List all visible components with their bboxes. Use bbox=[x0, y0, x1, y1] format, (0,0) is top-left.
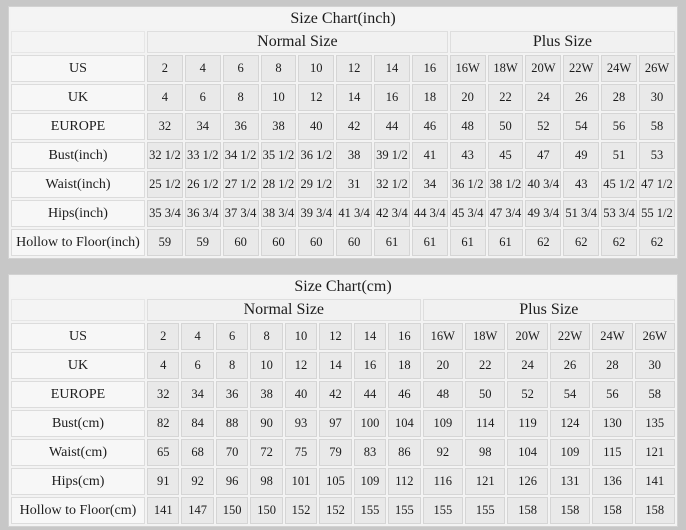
value-cell: 32 bbox=[147, 113, 183, 140]
value-cell: 22 bbox=[465, 352, 505, 379]
value-cell: 8 bbox=[216, 352, 248, 379]
value-cell: 36 1/2 bbox=[298, 142, 334, 169]
value-cell: 65 bbox=[147, 439, 179, 466]
value-cell: 60 bbox=[223, 229, 259, 256]
value-cell: 28 bbox=[592, 352, 632, 379]
value-cell: 92 bbox=[181, 468, 213, 495]
table-row bbox=[11, 352, 675, 379]
value-cell: 62 bbox=[601, 229, 637, 256]
value-cell: 40 3/4 bbox=[525, 171, 561, 198]
value-cell: 37 3/4 bbox=[223, 200, 259, 227]
size-chart-inch-table bbox=[8, 6, 678, 259]
value-cell: 26 bbox=[550, 352, 590, 379]
value-cell: 155 bbox=[423, 497, 463, 524]
value-cell: 62 bbox=[639, 229, 675, 256]
value-cell: 83 bbox=[354, 439, 386, 466]
value-cell: 48 bbox=[450, 113, 486, 140]
value-cell: 12 bbox=[319, 323, 351, 350]
value-cell: 60 bbox=[336, 229, 372, 256]
value-cell: 51 bbox=[601, 142, 637, 169]
value-cell: 10 bbox=[261, 84, 297, 111]
value-cell: 141 bbox=[635, 468, 675, 495]
value-cell: 136 bbox=[592, 468, 632, 495]
value-cell: 43 bbox=[450, 142, 486, 169]
value-cell: 8 bbox=[261, 55, 297, 82]
value-cell: 38 bbox=[261, 113, 297, 140]
normal-size-header: Normal Size bbox=[147, 31, 448, 53]
value-cell: 72 bbox=[250, 439, 282, 466]
value-cell: 6 bbox=[216, 323, 248, 350]
value-cell: 38 bbox=[250, 381, 282, 408]
value-cell: 38 3/4 bbox=[261, 200, 297, 227]
value-cell: 20W bbox=[525, 55, 561, 82]
value-cell: 34 bbox=[412, 171, 448, 198]
value-cell: 27 1/2 bbox=[223, 171, 259, 198]
value-cell: 61 bbox=[412, 229, 448, 256]
value-cell: 35 1/2 bbox=[261, 142, 297, 169]
value-cell: 10 bbox=[298, 55, 334, 82]
value-cell: 24W bbox=[592, 323, 632, 350]
value-cell: 28 bbox=[601, 84, 637, 111]
value-cell: 30 bbox=[635, 352, 675, 379]
value-cell: 51 3/4 bbox=[563, 200, 599, 227]
value-cell: 39 1/2 bbox=[374, 142, 410, 169]
value-cell: 124 bbox=[550, 410, 590, 437]
value-cell: 53 bbox=[639, 142, 675, 169]
value-cell: 114 bbox=[465, 410, 505, 437]
value-cell: 6 bbox=[181, 352, 213, 379]
value-cell: 40 bbox=[298, 113, 334, 140]
value-cell: 20 bbox=[450, 84, 486, 111]
value-cell: 158 bbox=[592, 497, 632, 524]
value-cell: 36 bbox=[216, 381, 248, 408]
value-cell: 32 bbox=[147, 381, 179, 408]
row-label: Hips(inch) bbox=[11, 200, 145, 227]
value-cell: 52 bbox=[507, 381, 547, 408]
value-cell: 16 bbox=[354, 352, 386, 379]
plus-size-header: Plus Size bbox=[450, 31, 675, 53]
value-cell: 115 bbox=[592, 439, 632, 466]
value-cell: 50 bbox=[488, 113, 524, 140]
value-cell: 116 bbox=[423, 468, 463, 495]
value-cell: 4 bbox=[147, 352, 179, 379]
value-cell: 16W bbox=[450, 55, 486, 82]
value-cell: 6 bbox=[223, 55, 259, 82]
value-cell: 38 bbox=[336, 142, 372, 169]
value-cell: 46 bbox=[412, 113, 448, 140]
value-cell: 18W bbox=[488, 55, 524, 82]
value-cell: 158 bbox=[507, 497, 547, 524]
value-cell: 152 bbox=[285, 497, 317, 524]
table-row bbox=[11, 142, 675, 169]
value-cell: 16 bbox=[388, 323, 420, 350]
value-cell: 98 bbox=[250, 468, 282, 495]
value-cell: 53 3/4 bbox=[601, 200, 637, 227]
value-cell: 90 bbox=[250, 410, 282, 437]
value-cell: 26W bbox=[639, 55, 675, 82]
value-cell: 26 bbox=[563, 84, 599, 111]
value-cell: 8 bbox=[250, 323, 282, 350]
value-cell: 20W bbox=[507, 323, 547, 350]
group-header-row bbox=[11, 31, 675, 53]
value-cell: 121 bbox=[465, 468, 505, 495]
normal-size-header: Normal Size bbox=[147, 299, 421, 321]
value-cell: 36 bbox=[223, 113, 259, 140]
value-cell: 97 bbox=[319, 410, 351, 437]
value-cell: 59 bbox=[185, 229, 221, 256]
value-cell: 4 bbox=[185, 55, 221, 82]
value-cell: 12 bbox=[285, 352, 317, 379]
value-cell: 98 bbox=[465, 439, 505, 466]
value-cell: 130 bbox=[592, 410, 632, 437]
value-cell: 59 bbox=[147, 229, 183, 256]
row-label: Waist(cm) bbox=[11, 439, 145, 466]
row-label: Bust(inch) bbox=[11, 142, 145, 169]
row-label: Hollow to Floor(cm) bbox=[11, 497, 145, 524]
table-row bbox=[11, 468, 675, 495]
value-cell: 18 bbox=[412, 84, 448, 111]
title-row bbox=[11, 9, 675, 29]
value-cell: 12 bbox=[336, 55, 372, 82]
row-label: UK bbox=[11, 84, 145, 111]
value-cell: 14 bbox=[336, 84, 372, 111]
row-label: EUROPE bbox=[11, 113, 145, 140]
value-cell: 29 1/2 bbox=[298, 171, 334, 198]
table-title-inch: Size Chart(inch) bbox=[11, 9, 675, 29]
value-cell: 33 1/2 bbox=[185, 142, 221, 169]
value-cell: 36 1/2 bbox=[450, 171, 486, 198]
value-cell: 135 bbox=[635, 410, 675, 437]
value-cell: 100 bbox=[354, 410, 386, 437]
value-cell: 54 bbox=[563, 113, 599, 140]
value-cell: 82 bbox=[147, 410, 179, 437]
value-cell: 26W bbox=[635, 323, 675, 350]
row-label: UK bbox=[11, 352, 145, 379]
value-cell: 147 bbox=[181, 497, 213, 524]
value-cell: 141 bbox=[147, 497, 179, 524]
value-cell: 4 bbox=[181, 323, 213, 350]
value-cell: 88 bbox=[216, 410, 248, 437]
value-cell: 101 bbox=[285, 468, 317, 495]
value-cell: 42 bbox=[319, 381, 351, 408]
value-cell: 152 bbox=[319, 497, 351, 524]
value-cell: 112 bbox=[388, 468, 420, 495]
row-label: Bust(cm) bbox=[11, 410, 145, 437]
value-cell: 60 bbox=[261, 229, 297, 256]
table-row bbox=[11, 439, 675, 466]
table-row bbox=[11, 84, 675, 111]
value-cell: 2 bbox=[147, 55, 183, 82]
value-cell: 22W bbox=[550, 323, 590, 350]
value-cell: 31 bbox=[336, 171, 372, 198]
value-cell: 61 bbox=[488, 229, 524, 256]
value-cell: 92 bbox=[423, 439, 463, 466]
value-cell: 10 bbox=[285, 323, 317, 350]
value-cell: 28 1/2 bbox=[261, 171, 297, 198]
value-cell: 96 bbox=[216, 468, 248, 495]
value-cell: 79 bbox=[319, 439, 351, 466]
value-cell: 43 bbox=[563, 171, 599, 198]
value-cell: 6 bbox=[185, 84, 221, 111]
table-row bbox=[11, 381, 675, 408]
corner-cell bbox=[11, 31, 145, 53]
value-cell: 44 bbox=[354, 381, 386, 408]
value-cell: 18 bbox=[388, 352, 420, 379]
group-header-row bbox=[11, 299, 675, 321]
value-cell: 55 1/2 bbox=[639, 200, 675, 227]
value-cell: 41 bbox=[412, 142, 448, 169]
row-label: EUROPE bbox=[11, 381, 145, 408]
value-cell: 86 bbox=[388, 439, 420, 466]
value-cell: 150 bbox=[216, 497, 248, 524]
value-cell: 12 bbox=[298, 84, 334, 111]
plus-size-header: Plus Size bbox=[423, 299, 675, 321]
value-cell: 39 3/4 bbox=[298, 200, 334, 227]
value-cell: 36 3/4 bbox=[185, 200, 221, 227]
table-row bbox=[11, 200, 675, 227]
value-cell: 46 bbox=[388, 381, 420, 408]
value-cell: 61 bbox=[374, 229, 410, 256]
value-cell: 58 bbox=[639, 113, 675, 140]
value-cell: 68 bbox=[181, 439, 213, 466]
table-row bbox=[11, 497, 675, 524]
value-cell: 16W bbox=[423, 323, 463, 350]
value-cell: 48 bbox=[423, 381, 463, 408]
corner-cell bbox=[11, 299, 145, 321]
value-cell: 34 bbox=[185, 113, 221, 140]
value-cell: 50 bbox=[465, 381, 505, 408]
row-label: US bbox=[11, 55, 145, 82]
value-cell: 22W bbox=[563, 55, 599, 82]
value-cell: 24 bbox=[525, 84, 561, 111]
value-cell: 91 bbox=[147, 468, 179, 495]
value-cell: 41 3/4 bbox=[336, 200, 372, 227]
value-cell: 26 1/2 bbox=[185, 171, 221, 198]
value-cell: 44 bbox=[374, 113, 410, 140]
value-cell: 4 bbox=[147, 84, 183, 111]
value-cell: 75 bbox=[285, 439, 317, 466]
value-cell: 93 bbox=[285, 410, 317, 437]
value-cell: 2 bbox=[147, 323, 179, 350]
table-row bbox=[11, 171, 675, 198]
value-cell: 109 bbox=[550, 439, 590, 466]
table-row bbox=[11, 229, 675, 256]
value-cell: 42 bbox=[336, 113, 372, 140]
value-cell: 38 1/2 bbox=[488, 171, 524, 198]
value-cell: 150 bbox=[250, 497, 282, 524]
value-cell: 24 bbox=[507, 352, 547, 379]
value-cell: 10 bbox=[250, 352, 282, 379]
value-cell: 119 bbox=[507, 410, 547, 437]
table-title-cm: Size Chart(cm) bbox=[11, 277, 675, 297]
value-cell: 52 bbox=[525, 113, 561, 140]
table-row bbox=[11, 113, 675, 140]
value-cell: 56 bbox=[601, 113, 637, 140]
title-row bbox=[11, 277, 675, 297]
table-row bbox=[11, 55, 675, 82]
value-cell: 62 bbox=[525, 229, 561, 256]
value-cell: 155 bbox=[388, 497, 420, 524]
row-label: Hollow to Floor(inch) bbox=[11, 229, 145, 256]
value-cell: 47 1/2 bbox=[639, 171, 675, 198]
value-cell: 105 bbox=[319, 468, 351, 495]
value-cell: 14 bbox=[374, 55, 410, 82]
value-cell: 16 bbox=[374, 84, 410, 111]
value-cell: 60 bbox=[298, 229, 334, 256]
row-label: US bbox=[11, 323, 145, 350]
value-cell: 47 bbox=[525, 142, 561, 169]
value-cell: 47 3/4 bbox=[488, 200, 524, 227]
value-cell: 14 bbox=[319, 352, 351, 379]
value-cell: 155 bbox=[354, 497, 386, 524]
value-cell: 104 bbox=[388, 410, 420, 437]
table-row bbox=[11, 323, 675, 350]
value-cell: 40 bbox=[285, 381, 317, 408]
value-cell: 104 bbox=[507, 439, 547, 466]
value-cell: 35 3/4 bbox=[147, 200, 183, 227]
value-cell: 62 bbox=[563, 229, 599, 256]
value-cell: 32 1/2 bbox=[147, 142, 183, 169]
value-cell: 49 3/4 bbox=[525, 200, 561, 227]
value-cell: 158 bbox=[550, 497, 590, 524]
value-cell: 131 bbox=[550, 468, 590, 495]
value-cell: 45 bbox=[488, 142, 524, 169]
value-cell: 45 3/4 bbox=[450, 200, 486, 227]
value-cell: 158 bbox=[635, 497, 675, 524]
value-cell: 8 bbox=[223, 84, 259, 111]
value-cell: 70 bbox=[216, 439, 248, 466]
value-cell: 24W bbox=[601, 55, 637, 82]
value-cell: 14 bbox=[354, 323, 386, 350]
row-label: Waist(inch) bbox=[11, 171, 145, 198]
value-cell: 34 bbox=[181, 381, 213, 408]
row-label: Hips(cm) bbox=[11, 468, 145, 495]
size-chart-cm-table bbox=[8, 274, 678, 527]
value-cell: 16 bbox=[412, 55, 448, 82]
value-cell: 32 1/2 bbox=[374, 171, 410, 198]
value-cell: 22 bbox=[488, 84, 524, 111]
value-cell: 56 bbox=[592, 381, 632, 408]
value-cell: 20 bbox=[423, 352, 463, 379]
value-cell: 49 bbox=[563, 142, 599, 169]
value-cell: 84 bbox=[181, 410, 213, 437]
value-cell: 44 3/4 bbox=[412, 200, 448, 227]
value-cell: 121 bbox=[635, 439, 675, 466]
value-cell: 42 3/4 bbox=[374, 200, 410, 227]
value-cell: 109 bbox=[423, 410, 463, 437]
value-cell: 25 1/2 bbox=[147, 171, 183, 198]
value-cell: 126 bbox=[507, 468, 547, 495]
value-cell: 61 bbox=[450, 229, 486, 256]
value-cell: 18W bbox=[465, 323, 505, 350]
value-cell: 45 1/2 bbox=[601, 171, 637, 198]
value-cell: 30 bbox=[639, 84, 675, 111]
value-cell: 54 bbox=[550, 381, 590, 408]
table-row bbox=[11, 410, 675, 437]
value-cell: 109 bbox=[354, 468, 386, 495]
value-cell: 58 bbox=[635, 381, 675, 408]
value-cell: 34 1/2 bbox=[223, 142, 259, 169]
value-cell: 155 bbox=[465, 497, 505, 524]
